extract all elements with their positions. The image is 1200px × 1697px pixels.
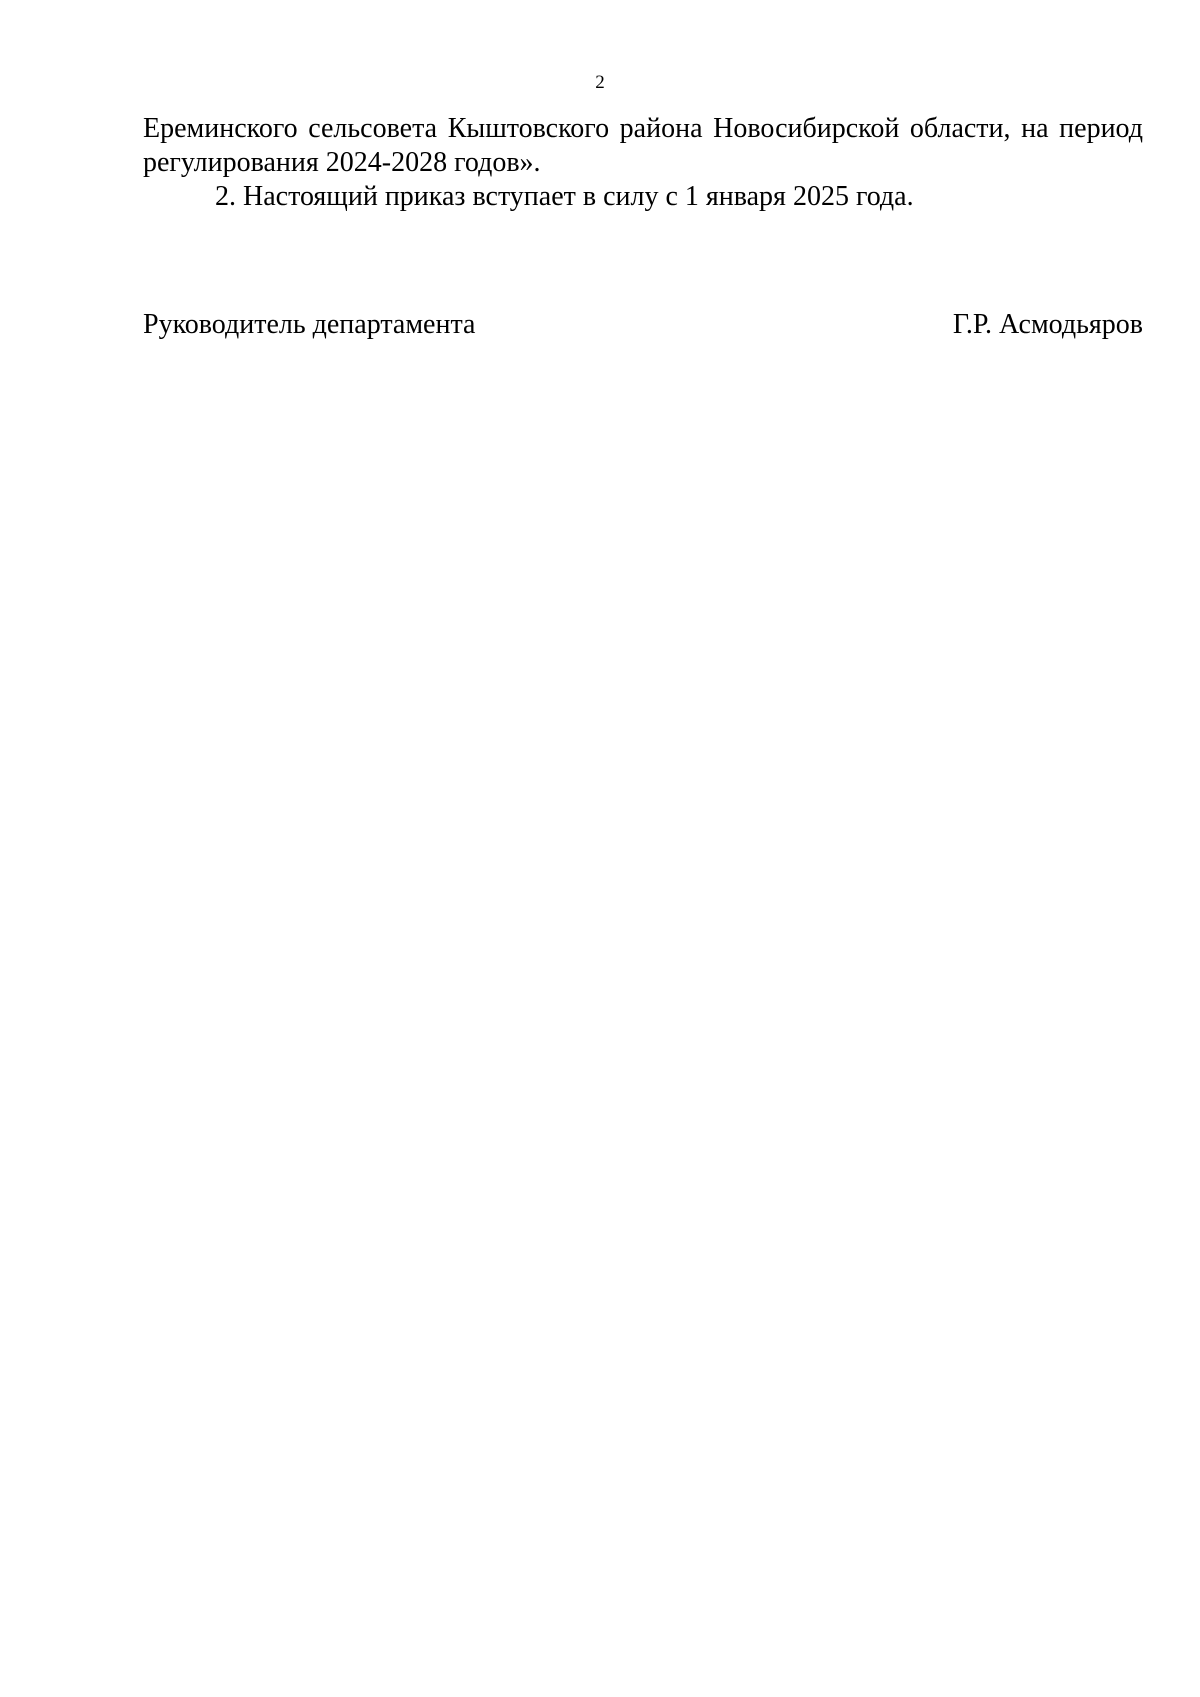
signature-block bbox=[143, 308, 1143, 342]
page-number: 2 bbox=[595, 72, 605, 93]
signatory-name: Г.Р. Асмодьяров bbox=[952, 309, 1143, 340]
signatory-position: Руководитель департамента bbox=[143, 309, 476, 340]
paragraph-continuation: Ереминского сельсовета Кыштовского района Новосибирской области, на период регулирования 2024-2028 годов». bbox=[143, 113, 1143, 178]
paragraph-item-2: 2. Настоящий приказ вступает в силу с 1 января 2025 года. bbox=[215, 181, 914, 212]
document-body bbox=[143, 112, 1143, 214]
